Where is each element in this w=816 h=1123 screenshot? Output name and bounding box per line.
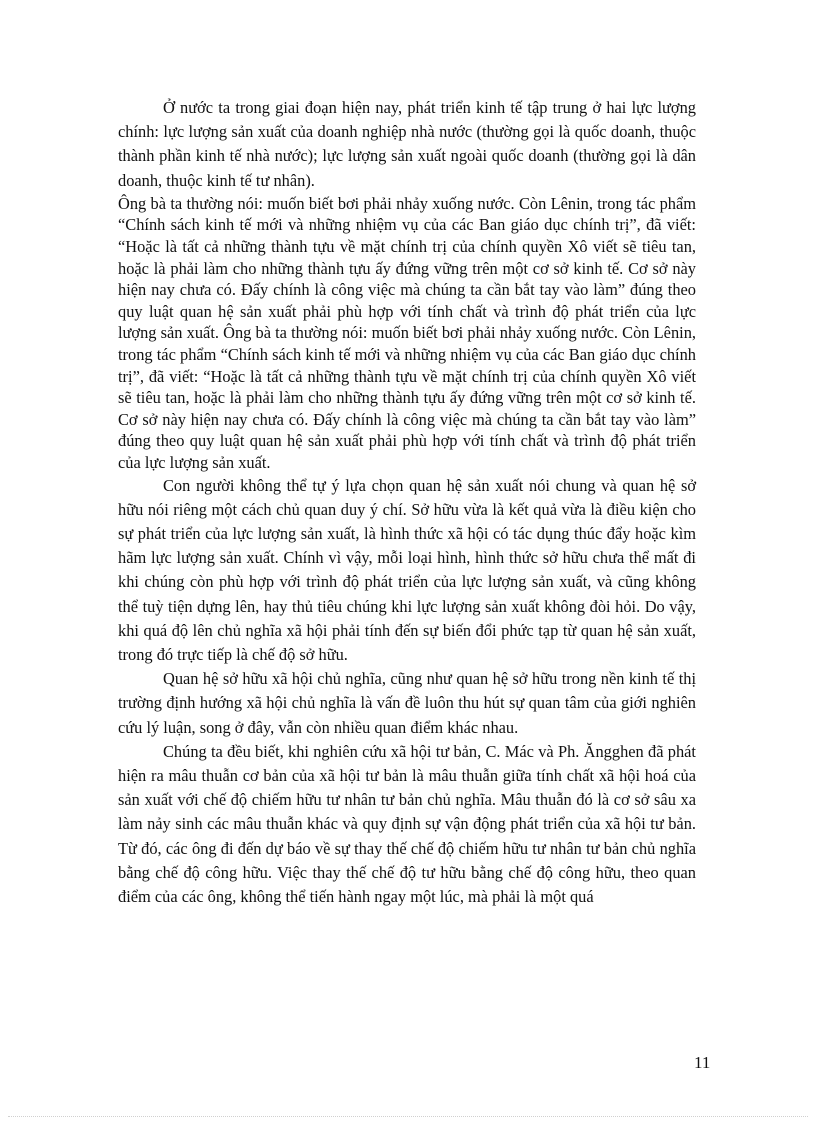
page-bottom-divider [8,1116,808,1117]
paragraph-economic-forces: Ở nước ta trong giai đoạn hiện nay, phát triển kinh tế tập trung ở hai lực lượng chính: lực lượng sản xuất của doanh nghiệp nhà nước (thường gọi là quốc doanh, thuộc thành phần kinh tế nhà nước); lực lượng sản xuất ngoài quốc doanh (thường gọi là dân doanh, thuộc kinh tế tư nhân). [118,98,696,190]
paragraph-ownership-choice: Con người không thể tự ý lựa chọn quan hệ sản xuất nói chung và quan hệ sở hữu nói riêng một cách chủ quan duy ý chí. Sở hữu vừa là kết quả vừa là điều kiện cho sự phát triển của lực lượng sản xuất, là hình thức xã hội có tác dụng thúc đẩy hoặc kìm hãm lực lượng sản xuất. Chính vì vậy, mỗi loại hình, hình thức sở hữu chưa thể mất đi khi chúng còn phù hợp với trình độ phát triển của lực lượng sản xuất, và cũng không thể tuỳ tiện dựng lên, hay thủ tiêu chúng khi lực lượng sản xuất không đòi hỏi. Do vậy, khi quá độ lên chủ nghĩa xã hội phải tính đến sự biến đổi phức tạp từ quan hệ sản xuất, trong đó trực tiếp là chế độ sở hữu. [118,475,696,664]
paragraph-lenin-quote: Ông bà ta thường nói: muốn biết bơi phải nhảy xuống nước. Còn Lênin, trong tác phẩm “Chính sách kinh tế mới và những nhiệm vụ của các Ban giáo dục chính trị”, đã viết: “Hoặc là tất cả những thành tựu về mặt chính trị của chính quyền Xô viết sẽ tiêu tan, hoặc là phải làm cho những thành tựu ấy đứng vững trên một cơ sở kinh tế. Cơ sở này hiện nay chưa có. Đấy chính là công việc mà chúng ta cần bắt tay vào làm” đúng theo quy luật quan hệ sản xuất phải phù hợp với tính chất và trình độ phát triển của lực lượng sản xuất. Ông bà ta thường nói: muốn biết bơi phải nhảy xuống nước. Còn Lênin, trong tác phẩm “Chính sách kinh tế mới và những nhiệm vụ của các Ban giáo dục chính trị”, đã viết: “Hoặc là tất cả những thành tựu về mặt chính trị của chính quyền Xô viết sẽ tiêu tan, hoặc là phải làm cho những thành tựu ấy đứng vững trên một cơ sở kinh tế. Cơ sở này hiện nay chưa có. Đấy chính là công việc mà chúng ta cần bắt tay vào làm” đúng theo quy luật quan hệ sản xuất phải phù hợp với tính chất và trình độ phát triển của lực lượng sản xuất. [118,193,696,472]
paragraph-marx-engels: Chúng ta đều biết, khi nghiên cứu xã hội tư bản, C. Mác và Ph. Ăngghen đã phát hiện ra mâu thuẫn cơ bản của xã hội tư bản là mâu thuẫn giữa tính chất xã hội hoá của sản xuất với chế độ chiếm hữu tư nhân tư bản chủ nghĩa. Mâu thuẫn đó là cơ sở sâu xa làm nảy sinh các mâu thuẫn khác và quy định sự vận động phát triển của xã hội tư bản. Từ đó, các ông đi đến dự báo về sự thay thế chế độ chiếm hữu tư nhân tư bản chủ nghĩa bằng chế độ công hữu. Việc thay thế chế độ tư hữu bằng chế độ công hữu, theo quan điểm của các ông, không thể tiến hành ngay một lúc, mà phải là một quá [118,741,696,906]
paragraph-socialist-ownership: Quan hệ sở hữu xã hội chủ nghĩa, cũng như quan hệ sở hữu trong nền kinh tế thị trường định hướng xã hội chủ nghĩa là vấn đề luôn thu hút sự quan tâm của giới nghiên cứu lý luận, song ở đây, vẫn còn nhiều quan điểm khác nhau. [118,669,696,737]
document-body [118,96,696,909]
page-number: 11 [694,1053,711,1072]
